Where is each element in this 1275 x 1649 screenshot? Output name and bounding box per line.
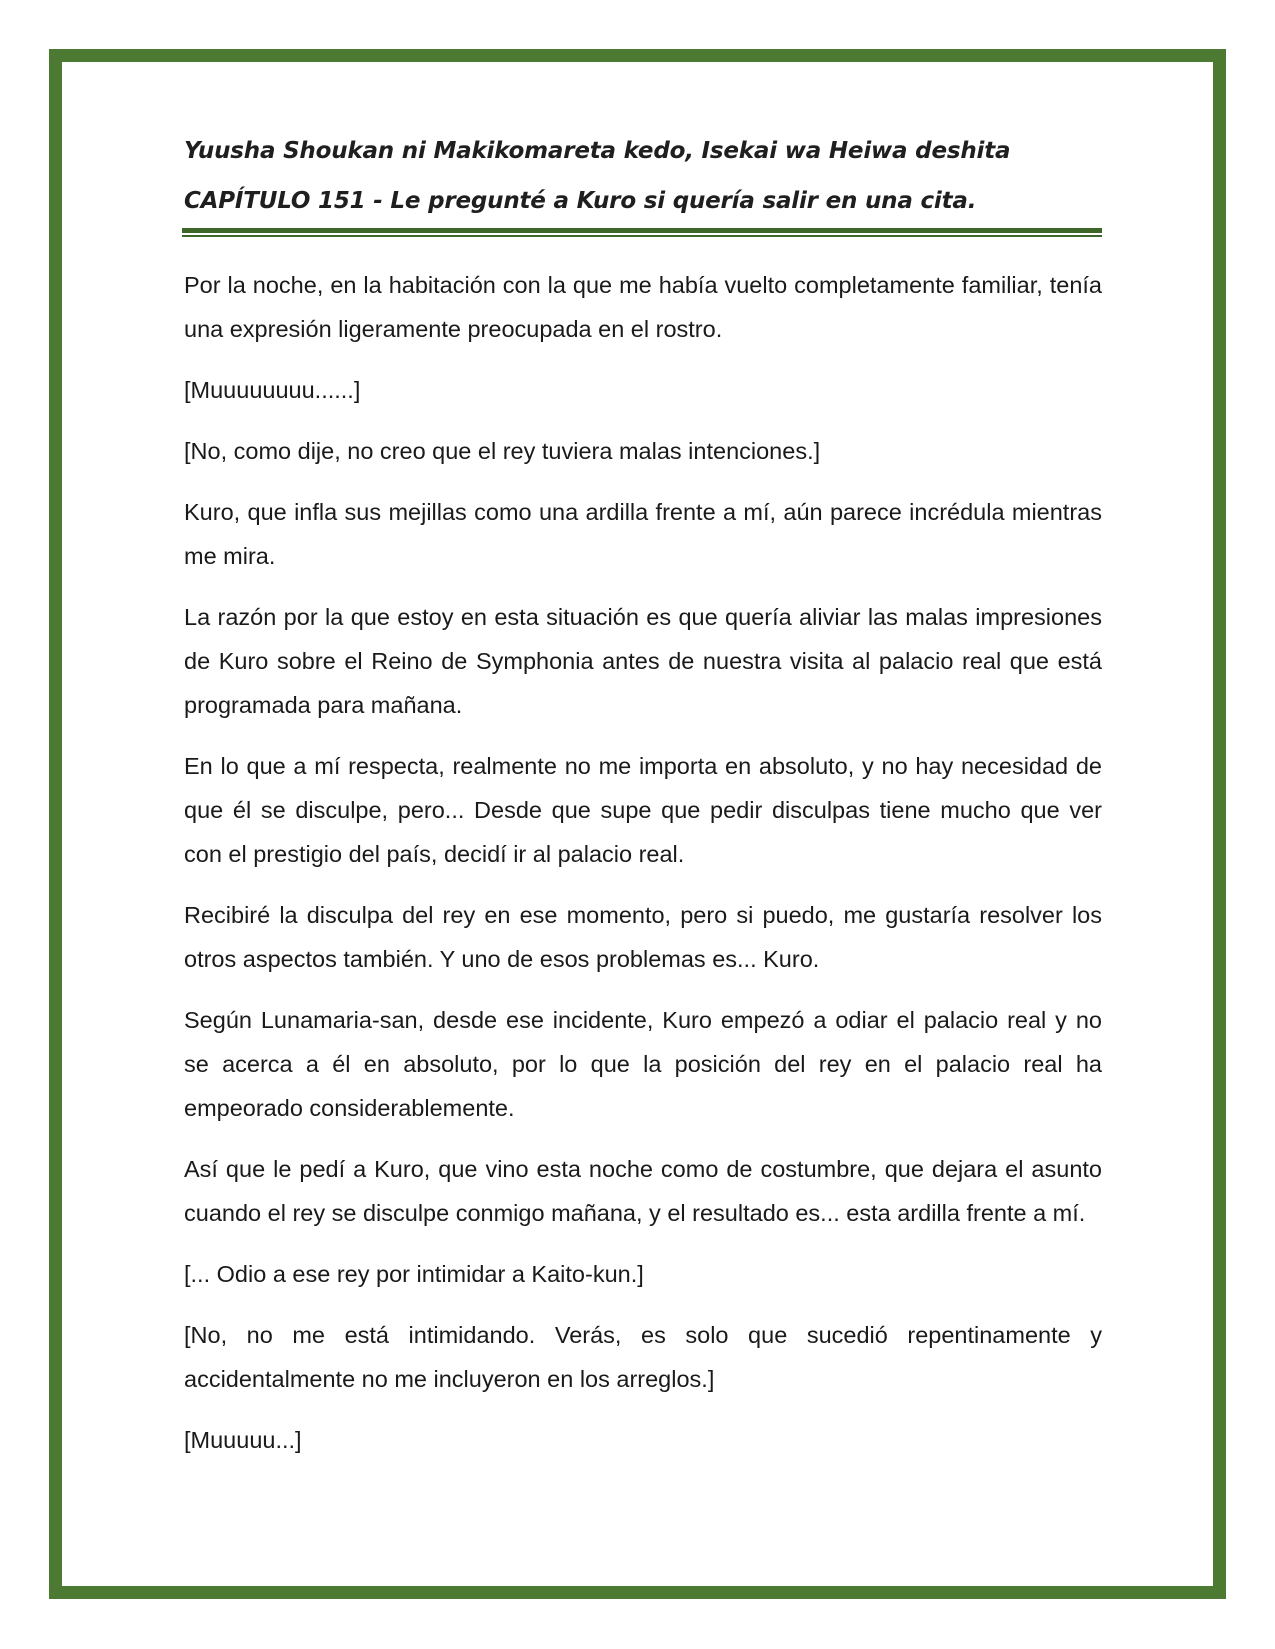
document-content [182, 126, 1102, 1479]
chapter-body [182, 263, 1102, 1462]
paragraph: Así que le pedí a Kuro, que vino esta noche como de costumbre, que dejara el asunto cuando el rey se disculpe conmigo mañana, y el resultado es... esta ardilla frente a mí. [184, 1156, 1102, 1226]
page-border-frame [49, 49, 1226, 1599]
chapter-title: CAPÍTULO 151 - Le pregunté a Kuro si quería salir en una cita. [184, 188, 977, 214]
paragraph: [... Odio a ese rey por intimidar a Kaito-kun.] [184, 1261, 644, 1287]
title-underline-thin [182, 235, 1102, 237]
paragraph: [No, no me está intimidando. Verás, es solo que sucedió repentinamente y accidentalmente no me incluyeron en los arreglos.] [184, 1322, 1102, 1392]
title-underline-thick [182, 228, 1102, 233]
paragraph: La razón por la que estoy en esta situación es que quería aliviar las malas impresiones de Kuro sobre el Reino de Symphonia antes de nuestra visita al palacio real que está programada para mañana. [184, 604, 1102, 718]
paragraph: Recibiré la disculpa del rey en ese momento, pero si puedo, me gustaría resolver los otros aspectos también. Y uno de esos problemas es... Kuro. [184, 902, 1102, 972]
paragraph: Por la noche, en la habitación con la que me había vuelto completamente familiar, tenía una expresión ligeramente preocupada en el rostro. [184, 272, 1102, 342]
series-title: Yuusha Shoukan ni Makikomareta kedo, Isekai wa Heiwa deshita [184, 138, 1011, 164]
paragraph: [Muuuuu...] [184, 1427, 302, 1453]
paragraph: En lo que a mí respecta, realmente no me importa en absoluto, y no hay necesidad de que él se disculpe, pero... Desde que supe que pedir disculpas tiene mucho que ver con el prestigio del país, decidí ir al palacio real. [184, 753, 1102, 867]
paragraph: Kuro, que infla sus mejillas como una ardilla frente a mí, aún parece incrédula mientras me mira. [184, 499, 1102, 569]
paragraph: Según Lunamaria-san, desde ese incidente, Kuro empezó a odiar el palacio real y no se acerca a él en absoluto, por lo que la posición del rey en el palacio real ha empeorado considerablemente. [184, 1007, 1102, 1121]
paragraph: [No, como dije, no creo que el rey tuviera malas intenciones.] [184, 438, 821, 464]
paragraph: [Muuuuuuuu......] [184, 377, 361, 403]
